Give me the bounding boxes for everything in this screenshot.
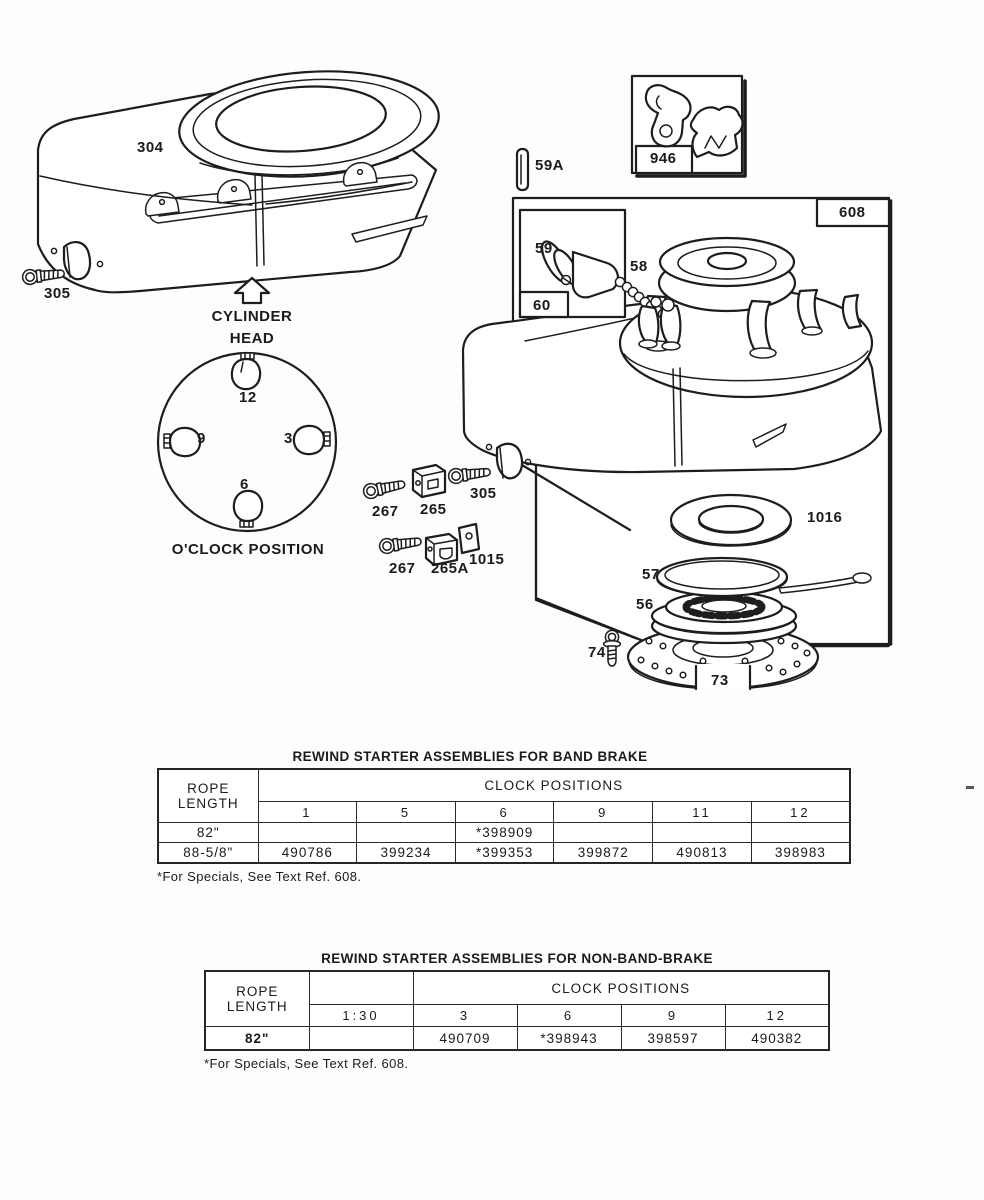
plate-1015-drawing (459, 524, 479, 553)
part-label-57: 57 (642, 566, 660, 583)
part-label-73: 73 (711, 672, 729, 689)
table-cell: *399353 (455, 843, 554, 864)
table-cell (554, 823, 653, 843)
part-label-59a: 59A (535, 157, 565, 174)
part-label-304: 304 (137, 139, 164, 156)
part-label-946: 946 (650, 150, 677, 167)
screw-267-upper-drawing (362, 477, 406, 500)
part-label-56: 56 (636, 596, 654, 613)
blower-housing-304-drawing (38, 63, 442, 292)
pulley-56-drawing (652, 592, 796, 643)
part-label-305-left: 305 (44, 285, 71, 302)
table-cell: *398943 (517, 1027, 621, 1051)
column-header: 1 (258, 802, 357, 823)
oclock-position-dial-drawing (158, 353, 336, 531)
table-cell: 490382 (725, 1027, 829, 1051)
clock-positions-header: CLOCK POSITIONS (413, 971, 829, 1005)
table-cell: 398983 (751, 843, 850, 864)
blank-header-cell (309, 971, 413, 1005)
part-label-59: 59 (535, 240, 553, 257)
part-label-305-right: 305 (470, 485, 497, 502)
table-cell (357, 823, 456, 843)
table-cell (653, 823, 752, 843)
screw-74-drawing (604, 630, 621, 666)
band-brake-footnote: *For Specials, See Text Ref. 608. (157, 869, 362, 885)
part-label-267-lower: 267 (389, 560, 416, 577)
column-header: 12 (725, 1005, 829, 1027)
washer-1016-drawing (671, 495, 791, 546)
rope-length-header: ROPE LENGTH (158, 769, 258, 823)
table-cell: 399234 (357, 843, 456, 864)
screw-267-lower-drawing (379, 534, 422, 554)
band-brake-table (157, 768, 851, 864)
part-label-58: 58 (630, 258, 648, 275)
part-label-1015: 1015 (469, 551, 505, 568)
table-cell: 490813 (653, 843, 752, 864)
rope-guide-59a-drawing (517, 149, 528, 190)
non-band-brake-section (204, 951, 830, 1071)
part-label-265a: 265A (431, 560, 469, 577)
cylinder-head-caption: CYLINDER HEAD (211, 308, 293, 347)
table-cell: 490709 (413, 1027, 517, 1051)
table-cell: 490786 (258, 843, 357, 864)
starter-clutch-946-inset-drawing (632, 76, 745, 176)
table-row (205, 1027, 829, 1051)
table-cell: *398909 (455, 823, 554, 843)
oclock-position-caption: O'CLOCK POSITION (171, 541, 325, 558)
clock-label-9: 9 (197, 430, 206, 447)
non-band-brake-footnote: *For Specials, See Text Ref. 608. (204, 1056, 409, 1072)
part-label-60: 60 (533, 297, 551, 314)
column-header: 12 (751, 802, 850, 823)
column-header: 3 (413, 1005, 517, 1027)
clock-label-3: 3 (284, 430, 293, 447)
table-row (158, 823, 850, 843)
table-cell (309, 1027, 413, 1051)
part-label-265: 265 (420, 501, 447, 518)
column-header: 5 (357, 802, 456, 823)
screw-305-right-drawing (448, 464, 491, 484)
part-label-1016: 1016 (807, 509, 843, 526)
part-label-267-upper: 267 (372, 503, 399, 520)
non-band-brake-table (204, 970, 830, 1051)
scan-artifact-mark (966, 786, 974, 789)
band-brake-table-title: REWIND STARTER ASSEMBLIES FOR BAND BRAKE (292, 749, 648, 764)
table-cell (258, 823, 357, 843)
clock-label-12: 12 (239, 389, 257, 406)
part-label-608: 608 (839, 204, 866, 221)
column-header: 1:30 (309, 1005, 413, 1027)
rope-length-cell: 82" (158, 823, 258, 843)
column-header: 6 (455, 802, 554, 823)
part-label-74: 74 (588, 644, 606, 661)
rope-length-cell: 88-5/8" (158, 843, 258, 864)
table-cell: 398597 (621, 1027, 725, 1051)
table-cell (751, 823, 850, 843)
rope-length-header: ROPE LENGTH (205, 971, 309, 1027)
table-cell: 399872 (554, 843, 653, 864)
rope-length-cell: 82" (205, 1027, 309, 1051)
non-band-brake-table-title: REWIND STARTER ASSEMBLIES FOR NON-BAND-BRAKE (321, 951, 713, 966)
column-header: 6 (517, 1005, 621, 1027)
column-header: 9 (621, 1005, 725, 1027)
column-header: 11 (653, 802, 752, 823)
clock-positions-header: CLOCK POSITIONS (258, 769, 850, 802)
column-header: 9 (554, 802, 653, 823)
clock-label-6: 6 (240, 476, 249, 493)
table-row (158, 843, 850, 864)
bracket-265-drawing (413, 465, 445, 497)
band-brake-section (157, 749, 851, 884)
